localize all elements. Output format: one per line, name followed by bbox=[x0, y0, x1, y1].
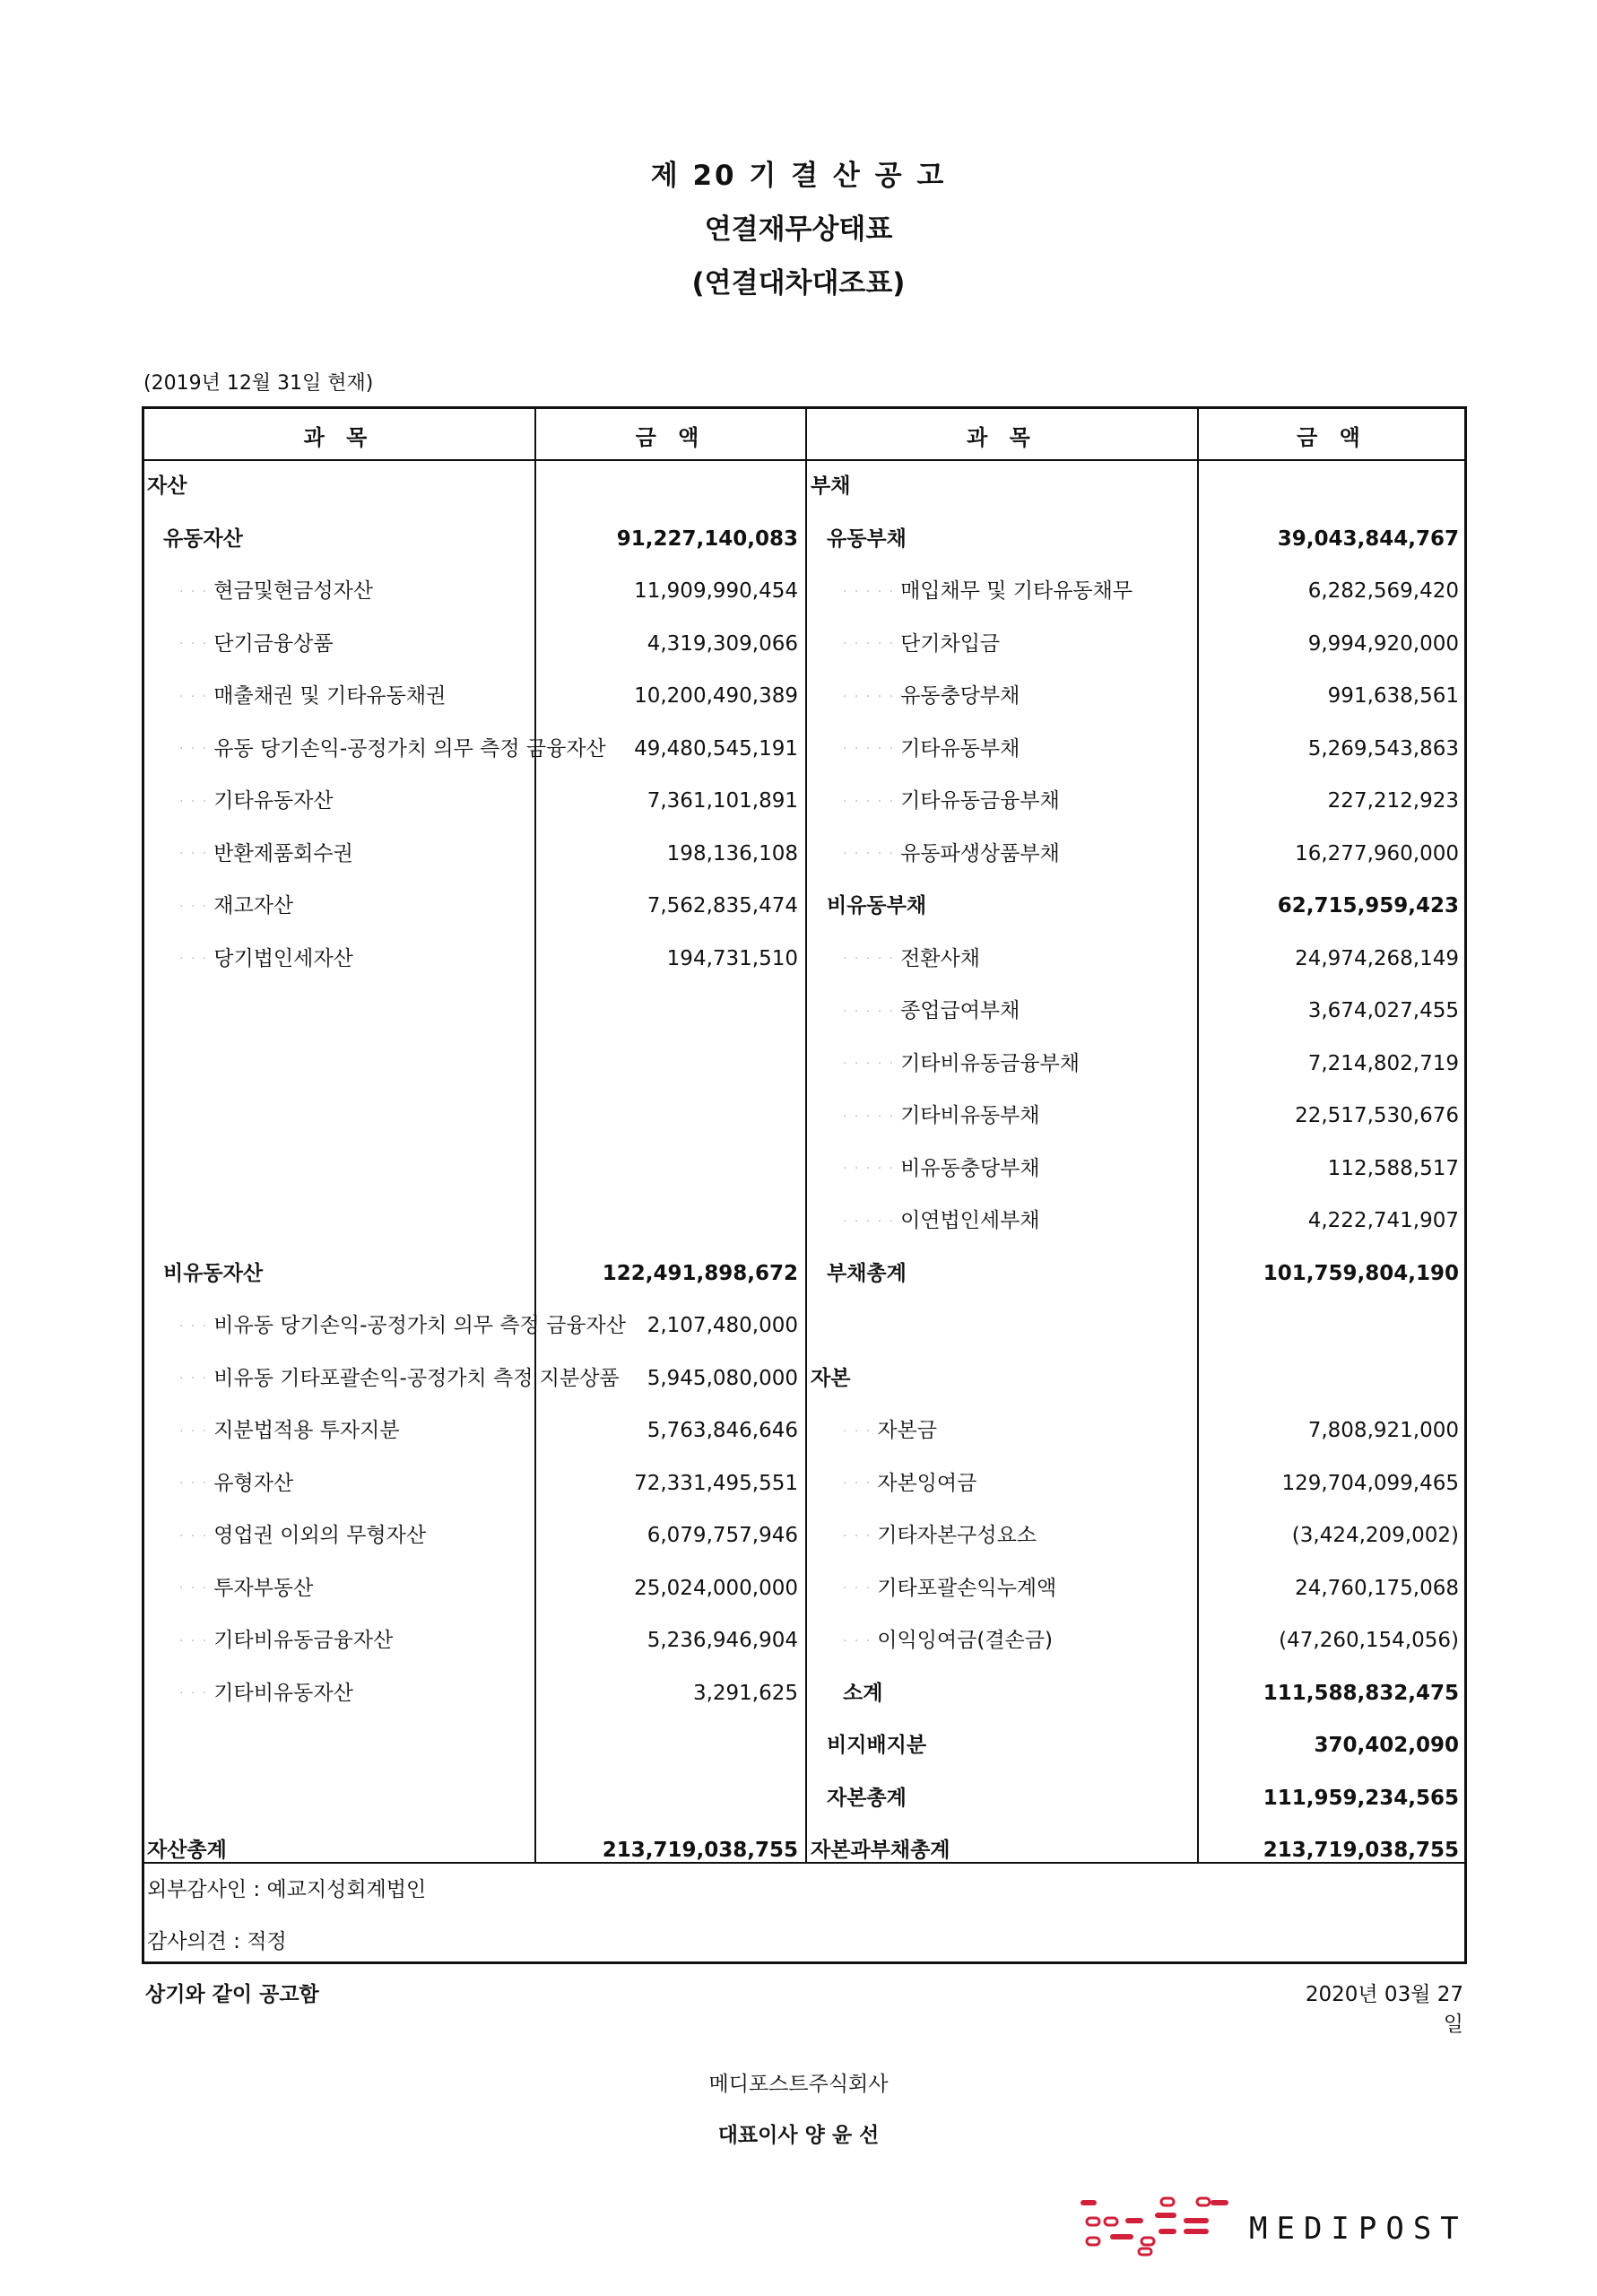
liability-equity-row-amount: 112,588,517 bbox=[1327, 1156, 1459, 1180]
asset-row-amount: 4,319,309,066 bbox=[647, 631, 798, 656]
leader-dots: · · · · · bbox=[843, 742, 896, 756]
liability-equity-row-amount bbox=[1199, 1352, 1459, 1405]
liability-equity-row-label bbox=[843, 1614, 1192, 1666]
liability-equity-row-text: 소계 bbox=[843, 1681, 883, 1705]
asset-row-amount: 72,331,495,551 bbox=[634, 1471, 798, 1495]
leader-dots: · · · bbox=[179, 847, 209, 861]
liability-equity-row-amount: 213,719,038,755 bbox=[1263, 1839, 1459, 1862]
liability-equity-row-text: 기타포괄손익누계액 bbox=[877, 1576, 1057, 1600]
liability-equity-row-text: 부채총계 bbox=[827, 1261, 907, 1285]
asset-row-amount: 194,731,510 bbox=[666, 946, 798, 970]
liability-equity-row-label bbox=[827, 1248, 1192, 1300]
liability-equity-row-text: 유동파생상품부채 bbox=[900, 841, 1060, 865]
liability-equity-row-label bbox=[811, 1300, 1192, 1352]
liability-equity-row-text: 자본 bbox=[811, 1366, 851, 1390]
asset-row-label bbox=[179, 880, 529, 932]
leader-dots: · · · · · bbox=[843, 584, 896, 599]
liability-equity-row-text: 기타자본구성요소 bbox=[877, 1524, 1037, 1547]
liability-equity-row-amount: 24,760,175,068 bbox=[1295, 1576, 1459, 1600]
liability-equity-row-text: 전환사채 bbox=[900, 946, 980, 970]
liability-equity-row-text: 자본잉여금 bbox=[877, 1471, 977, 1495]
asset-row-text: 현금및현금성자산 bbox=[213, 579, 374, 603]
leader-dots: · · · bbox=[179, 1686, 209, 1700]
asset-row-text: 기타비유동금융자산 bbox=[213, 1629, 394, 1652]
leader-dots: · · · bbox=[179, 1371, 209, 1386]
liability-equity-row-amount: 7,808,921,000 bbox=[1307, 1419, 1459, 1442]
asset-row-label bbox=[147, 1038, 529, 1090]
liability-equity-row-text: 부채 bbox=[811, 474, 851, 498]
opinion-text: 감사의견 : 적정 bbox=[147, 1930, 287, 1953]
liability-equity-row-amount: (3,424,209,002) bbox=[1291, 1524, 1459, 1547]
asset-row-text: 기타유동자산 bbox=[213, 789, 334, 813]
leader-dots: · · · · · bbox=[843, 1004, 896, 1019]
asset-row-amount: 122,491,898,672 bbox=[602, 1261, 798, 1285]
liability-equity-row-label bbox=[843, 670, 1192, 722]
asset-row-label bbox=[179, 1562, 529, 1614]
liability-equity-row-amount: 101,759,804,190 bbox=[1263, 1261, 1459, 1285]
liability-equity-row-label bbox=[843, 1143, 1192, 1195]
liability-equity-row-amount: 111,959,234,565 bbox=[1263, 1786, 1459, 1810]
liability-equity-row-label bbox=[827, 1719, 1192, 1771]
liability-equity-row-text: 기타유동금융부채 bbox=[900, 789, 1060, 813]
asset-row-label bbox=[147, 1772, 529, 1824]
asset-row-amount: 5,763,846,646 bbox=[647, 1419, 798, 1442]
liability-equity-row-label bbox=[843, 1562, 1192, 1614]
header-left-amount: 금 액 bbox=[635, 425, 707, 450]
leader-dots: · · · · · bbox=[843, 637, 896, 651]
asset-row-label bbox=[179, 565, 529, 617]
liability-equity-row-text: 자본총계 bbox=[827, 1786, 907, 1810]
asset-row-amount: 49,480,545,191 bbox=[634, 736, 798, 761]
leader-dots: · · · bbox=[843, 1476, 872, 1491]
asset-row-text: 유형자산 bbox=[213, 1471, 294, 1495]
leader-dots: · · · bbox=[843, 1528, 872, 1544]
liability-equity-row-label bbox=[827, 1772, 1192, 1824]
liability-equity-row-label bbox=[843, 933, 1192, 985]
leader-dots: · · · · · bbox=[843, 847, 896, 861]
statement-title: 연결재무상태표 bbox=[704, 213, 893, 246]
asset-row-amount bbox=[536, 1143, 798, 1195]
liability-equity-row-label bbox=[843, 723, 1192, 775]
asset-row-text: 투자부동산 bbox=[213, 1576, 314, 1600]
liability-equity-row-label bbox=[843, 1195, 1192, 1247]
liability-equity-row-text: 자본과부채총계 bbox=[811, 1839, 950, 1862]
asset-row-label bbox=[179, 1405, 529, 1457]
company-name: 메디포스트주식회사 bbox=[708, 2073, 889, 2096]
leader-dots: · · · bbox=[179, 637, 209, 651]
ceo-name: 대표이사 양 윤 선 bbox=[717, 2124, 880, 2147]
leader-dots: · · · · · bbox=[843, 1161, 896, 1176]
asset-row-amount: 7,562,835,474 bbox=[647, 894, 798, 918]
liability-equity-row-text: 이연법인세부채 bbox=[900, 1209, 1040, 1232]
liability-equity-row-amount: 9,994,920,000 bbox=[1307, 631, 1459, 656]
asset-row-text: 비유동자산 bbox=[163, 1261, 264, 1285]
liability-equity-row-text: 유동부채 bbox=[827, 526, 907, 551]
liability-equity-row-amount: 7,214,802,719 bbox=[1307, 1051, 1459, 1075]
liability-equity-row-label bbox=[811, 1352, 1192, 1405]
asset-row-text: 자산총계 bbox=[147, 1839, 227, 1862]
asset-row-amount: 10,200,490,389 bbox=[634, 684, 798, 708]
asset-row-label bbox=[179, 775, 529, 827]
liability-equity-row-amount: 4,222,741,907 bbox=[1307, 1209, 1459, 1232]
asset-row-amount: 6,079,757,946 bbox=[647, 1524, 798, 1547]
liability-equity-row-label bbox=[843, 1405, 1192, 1457]
liability-equity-row-amount: 129,704,099,465 bbox=[1281, 1471, 1459, 1495]
asset-row-amount: 213,719,038,755 bbox=[602, 1839, 798, 1862]
liability-equity-row-text: 유동충당부채 bbox=[900, 684, 1020, 708]
asset-row-text: 기타비유동자산 bbox=[213, 1681, 353, 1705]
asset-row-label bbox=[147, 1719, 529, 1771]
asset-row-text: 재고자산 bbox=[213, 894, 294, 918]
liability-equity-row-amount: 111,588,832,475 bbox=[1263, 1681, 1459, 1705]
statement-subtitle: (연결대차대조표) bbox=[691, 267, 906, 300]
leader-dots: · · · bbox=[179, 794, 209, 809]
leader-dots: · · · · · bbox=[843, 1109, 896, 1124]
liability-equity-row-text: 비유동부채 bbox=[827, 894, 927, 918]
leader-dots: · · · bbox=[179, 742, 209, 756]
liability-equity-row-amount: 227,212,923 bbox=[1327, 789, 1459, 813]
liability-equity-row-amount bbox=[1199, 460, 1459, 512]
asset-row-text: 반환제품회수권 bbox=[213, 841, 353, 865]
liability-equity-row-amount: 5,269,543,863 bbox=[1307, 736, 1459, 761]
liability-equity-row-label bbox=[811, 1824, 1192, 1876]
column-divider bbox=[805, 408, 807, 1863]
leader-dots: · · · bbox=[179, 1318, 209, 1334]
asset-row-amount: 11,909,990,454 bbox=[634, 579, 798, 603]
asset-row-amount: 198,136,108 bbox=[666, 841, 798, 865]
asset-row-text: 유동 당기손익-공정가치 의무 측정 금융자산 bbox=[213, 736, 606, 761]
asset-row-amount bbox=[536, 460, 798, 512]
leader-dots: · · · bbox=[843, 1633, 872, 1648]
notice-text: 상기와 같이 공고함 bbox=[145, 1983, 319, 2006]
asset-row-amount bbox=[536, 1090, 798, 1142]
liability-equity-row-amount: (47,260,154,056) bbox=[1279, 1629, 1459, 1652]
leader-dots: · · · bbox=[179, 584, 209, 599]
asset-row-label bbox=[179, 723, 606, 775]
leader-dots: · · · · · bbox=[843, 794, 896, 809]
liability-equity-row-label bbox=[843, 1457, 1192, 1509]
liability-equity-row-amount: 370,402,090 bbox=[1314, 1734, 1459, 1757]
asset-row-amount: 2,107,480,000 bbox=[647, 1314, 798, 1337]
liability-equity-row-amount: 16,277,960,000 bbox=[1295, 841, 1459, 865]
liability-equity-row-label bbox=[843, 775, 1192, 827]
leader-dots: · · · bbox=[179, 899, 209, 914]
asset-row-amount: 5,945,080,000 bbox=[647, 1366, 798, 1390]
liability-equity-row-label bbox=[827, 513, 1192, 565]
liability-equity-row-label bbox=[843, 1509, 1192, 1561]
asset-row-label bbox=[179, 1352, 620, 1405]
liability-equity-row-amount: 24,974,268,149 bbox=[1295, 946, 1459, 970]
liability-equity-row-text: 종업급여부채 bbox=[900, 999, 1020, 1022]
liability-equity-row-label bbox=[843, 618, 1192, 670]
leader-dots: · · · · · bbox=[843, 952, 896, 966]
asset-row-label bbox=[147, 985, 529, 1037]
leader-dots: · · · · · bbox=[843, 1057, 896, 1071]
liability-equity-row-text: 기타유동부채 bbox=[900, 736, 1020, 761]
liability-equity-row-amount: 3,674,027,455 bbox=[1307, 999, 1459, 1022]
asset-row-amount: 7,361,101,891 bbox=[647, 789, 798, 813]
notice-date: 2020년 03월 27일 bbox=[1305, 1983, 1463, 2036]
header-left-item: 과 목 bbox=[303, 425, 375, 450]
asset-row-label bbox=[179, 618, 529, 670]
asset-row-label bbox=[179, 1509, 529, 1561]
asset-row-label bbox=[179, 1457, 529, 1509]
asset-row-text: 비유동 기타포괄손익-공정가치 측정 지분상품 bbox=[213, 1366, 620, 1390]
as-of-date: (2019년 12월 31일 현재) bbox=[143, 372, 374, 395]
liability-equity-row-label bbox=[843, 1667, 1192, 1719]
asset-row-amount bbox=[536, 1772, 798, 1824]
asset-row-text: 자산 bbox=[147, 474, 187, 498]
asset-row-amount: 25,024,000,000 bbox=[634, 1576, 798, 1600]
asset-row-label bbox=[163, 1248, 529, 1300]
asset-row-label bbox=[179, 828, 529, 880]
liability-equity-row-label bbox=[843, 985, 1192, 1037]
asset-row-label bbox=[179, 1300, 626, 1352]
liability-equity-row-label bbox=[843, 1038, 1192, 1090]
leader-dots: · · · bbox=[843, 1423, 872, 1439]
asset-row-amount bbox=[536, 1719, 798, 1771]
leader-dots: · · · · · bbox=[843, 689, 896, 704]
asset-row-amount bbox=[536, 1038, 798, 1090]
asset-row-amount: 5,236,946,904 bbox=[647, 1629, 798, 1652]
liability-equity-row-label bbox=[843, 565, 1192, 617]
asset-row-amount: 91,227,140,083 bbox=[616, 526, 798, 551]
asset-row-label bbox=[147, 460, 529, 512]
leader-dots: · · · · · bbox=[843, 1213, 896, 1229]
liability-equity-row-label bbox=[811, 460, 1192, 512]
liability-equity-row-amount: 22,517,530,676 bbox=[1295, 1104, 1459, 1127]
asset-row-text: 매출채권 및 기타유동채권 bbox=[213, 684, 447, 708]
leader-dots: · · · bbox=[179, 1633, 209, 1648]
leader-dots: · · · bbox=[179, 1581, 209, 1596]
asset-row-text: 당기법인세자산 bbox=[213, 946, 353, 970]
asset-row-text: 단기금융상품 bbox=[213, 631, 334, 656]
liability-equity-row-text: 이익잉여금(결손금) bbox=[877, 1629, 1053, 1652]
liability-equity-row-label bbox=[843, 1090, 1192, 1142]
leader-dots: · · · bbox=[843, 1581, 872, 1596]
liability-equity-row-text: 자본금 bbox=[877, 1419, 937, 1442]
asset-row-label bbox=[179, 670, 529, 722]
liability-equity-row-amount: 991,638,561 bbox=[1327, 684, 1459, 708]
leader-dots: · · · bbox=[179, 952, 209, 966]
asset-row-text: 지분법적용 투자지분 bbox=[213, 1419, 400, 1442]
liability-equity-row-amount: 62,715,959,423 bbox=[1277, 894, 1459, 918]
asset-row-text: 유동자산 bbox=[163, 526, 243, 551]
liability-equity-row-text: 단기차입금 bbox=[900, 631, 1001, 656]
asset-row-amount bbox=[536, 1195, 798, 1247]
asset-row-label bbox=[147, 1143, 529, 1195]
asset-row-amount: 3,291,625 bbox=[692, 1681, 798, 1705]
liability-equity-row-amount bbox=[1199, 1300, 1459, 1352]
asset-row-label bbox=[179, 933, 529, 985]
leader-dots: · · · bbox=[179, 1423, 209, 1439]
asset-row-label bbox=[147, 1195, 529, 1247]
asset-row-text: 비유동 당기손익-공정가치 의무 측정 금융자산 bbox=[213, 1314, 626, 1337]
header-right-amount: 금 액 bbox=[1297, 425, 1367, 450]
asset-row-text: 영업권 이외의 무형자산 bbox=[213, 1524, 427, 1547]
asset-row-amount bbox=[536, 985, 798, 1037]
logo-text: MEDIPOST bbox=[1249, 2211, 1468, 2247]
leader-dots: · · · bbox=[179, 1528, 209, 1544]
asset-row-label bbox=[179, 1614, 529, 1666]
auditor-text: 외부감사인 : 예교지성회계법인 bbox=[147, 1878, 427, 1901]
liability-equity-row-text: 비유동충당부채 bbox=[900, 1156, 1040, 1180]
asset-row-label bbox=[163, 513, 529, 565]
liability-equity-row-text: 매입채무 및 기타유동채무 bbox=[900, 579, 1133, 603]
notice-title: 제 20 기 결 산 공 고 bbox=[650, 160, 947, 192]
asset-row-label bbox=[147, 1090, 529, 1142]
liability-equity-row-text: 기타비유동부채 bbox=[900, 1104, 1040, 1127]
liability-equity-row-label bbox=[827, 880, 1192, 932]
asset-row-label bbox=[147, 1824, 529, 1876]
leader-dots: · · · bbox=[179, 689, 209, 704]
liability-equity-row-label bbox=[843, 828, 1192, 880]
header-right-item: 과 목 bbox=[967, 425, 1037, 450]
liability-equity-row-amount: 39,043,844,767 bbox=[1277, 526, 1459, 551]
asset-row-label bbox=[179, 1667, 529, 1719]
leader-dots: · · · bbox=[179, 1476, 209, 1491]
liability-equity-row-text: 기타비유동금융부채 bbox=[900, 1051, 1081, 1075]
liability-equity-row-amount: 6,282,569,420 bbox=[1307, 579, 1459, 603]
liability-equity-row-text: 비지배지분 bbox=[827, 1734, 927, 1757]
